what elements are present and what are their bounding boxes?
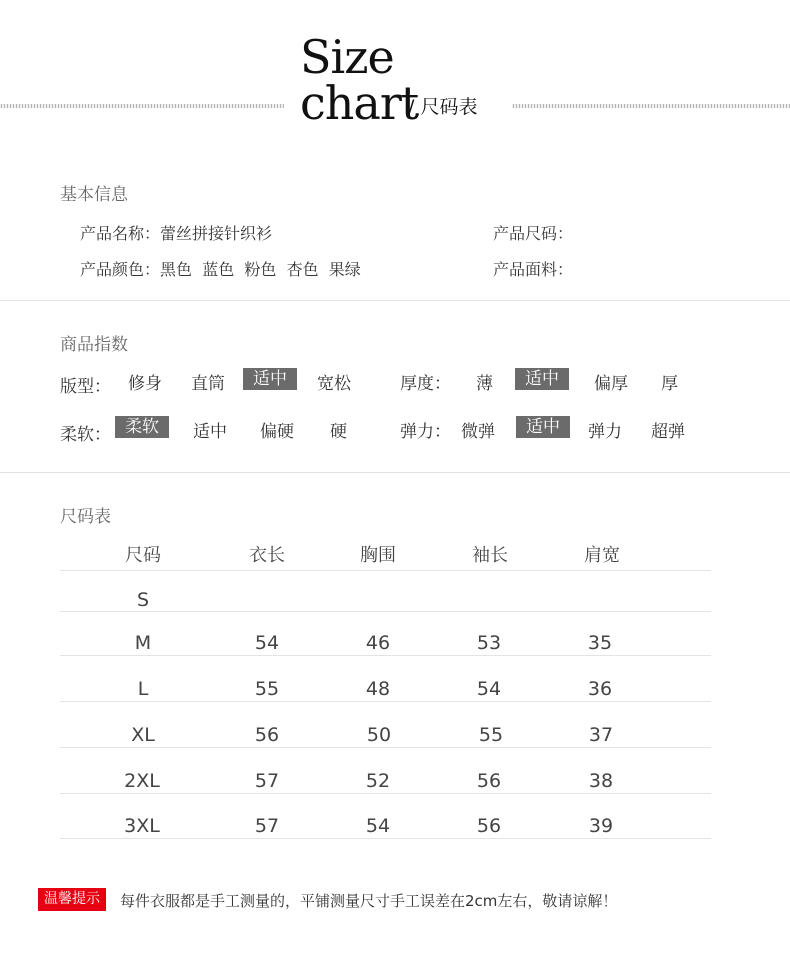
table-cell: 39 [588, 815, 614, 837]
table-cell: 52 [365, 770, 391, 792]
softness-option-selected: 柔软 [115, 416, 169, 438]
title-chart: chart [300, 76, 419, 130]
table-header-length: 衣长 [249, 545, 285, 566]
product-size-label: 产品尺码： [493, 224, 574, 243]
product-name-value: 蕾丝拼接针织衫 [160, 224, 273, 243]
table-cell-size: 3XL [124, 815, 160, 837]
softness-option: 硬 [330, 422, 347, 442]
header-dotted-line-left [0, 104, 284, 108]
product-fabric-label: 产品面料： [493, 260, 574, 279]
table-cell: 56 [476, 770, 502, 792]
color-option: 果绿 [328, 260, 361, 279]
table-cell: 50 [366, 724, 392, 746]
divider [0, 472, 790, 473]
product-name-label: 产品名称： [80, 224, 161, 243]
elasticity-option-selected: 适中 [516, 416, 570, 438]
elasticity-option: 弹力 [588, 422, 622, 442]
color-option: 黑色 [160, 260, 193, 279]
basic-info-title: 基本信息 [60, 185, 128, 205]
table-cell: 35 [587, 632, 613, 654]
color-option: 蓝色 [202, 260, 235, 279]
divider [0, 300, 790, 301]
fit-option: 直筒 [191, 374, 225, 394]
table-cell: 36 [587, 678, 613, 700]
fit-option: 修身 [128, 374, 162, 394]
table-cell: 57 [254, 770, 280, 792]
table-header-sleeve: 袖长 [472, 545, 508, 566]
table-cell: 54 [365, 815, 391, 837]
table-cell: 56 [476, 815, 502, 837]
product-index-title: 商品指数 [60, 335, 128, 355]
table-cell: 38 [588, 770, 614, 792]
table-header-size: 尺码 [125, 545, 161, 566]
table-cell-size: 2XL [124, 770, 160, 792]
header-dotted-line-right [512, 104, 790, 108]
tip-badge: 温馨提示 [38, 888, 106, 911]
table-cell: 55 [254, 678, 280, 700]
title-subtitle: / 尺码表 [408, 96, 478, 118]
thickness-option: 厚 [661, 374, 678, 394]
table-cell-size: XL [131, 724, 155, 746]
table-header-chest: 胸围 [360, 545, 396, 566]
thickness-label: 厚度： [400, 374, 451, 394]
table-cell: 56 [254, 724, 280, 746]
table-header-shoulder: 肩宽 [584, 545, 620, 566]
table-row-line [60, 747, 711, 748]
tip-text: 每件衣服都是手工测量的，平铺测量尺寸手工误差在2cm左右，敬请谅解！ [120, 892, 618, 910]
table-row-line [60, 838, 711, 839]
thickness-option: 薄 [476, 374, 493, 394]
table-row-line [60, 793, 711, 794]
product-name [80, 221, 272, 244]
softness-option: 偏硬 [260, 422, 294, 442]
table-cell-size: S [136, 589, 150, 611]
table-row-line [60, 611, 711, 612]
thickness-option-selected: 适中 [515, 368, 569, 390]
color-option: 杏色 [286, 260, 319, 279]
softness-option: 适中 [193, 422, 227, 442]
product-colors [80, 257, 361, 280]
table-row-line [60, 570, 711, 571]
title-size: Size [300, 30, 394, 84]
table-row-line [60, 655, 711, 656]
table-cell-size: M [134, 632, 152, 654]
size-table-title: 尺码表 [60, 507, 111, 527]
fit-option-selected: 适中 [243, 368, 297, 390]
thickness-option: 偏厚 [594, 374, 628, 394]
elasticity-option: 超弹 [651, 422, 685, 442]
product-color-label: 产品颜色： [80, 260, 161, 279]
table-row-line [60, 701, 711, 702]
color-option: 粉色 [244, 260, 277, 279]
table-cell: 37 [588, 724, 614, 746]
elasticity-option: 微弹 [461, 422, 495, 442]
fit-option: 宽松 [317, 374, 351, 394]
table-cell: 53 [476, 632, 502, 654]
table-cell: 46 [365, 632, 391, 654]
table-cell: 55 [478, 724, 504, 746]
table-cell: 54 [476, 678, 502, 700]
fit-label: 版型： [60, 377, 111, 397]
table-cell-size: L [137, 678, 149, 700]
elasticity-label: 弹力： [400, 422, 451, 442]
table-cell: 57 [254, 815, 280, 837]
table-cell: 48 [365, 678, 391, 700]
softness-label: 柔软： [60, 425, 111, 445]
table-cell: 54 [254, 632, 280, 654]
